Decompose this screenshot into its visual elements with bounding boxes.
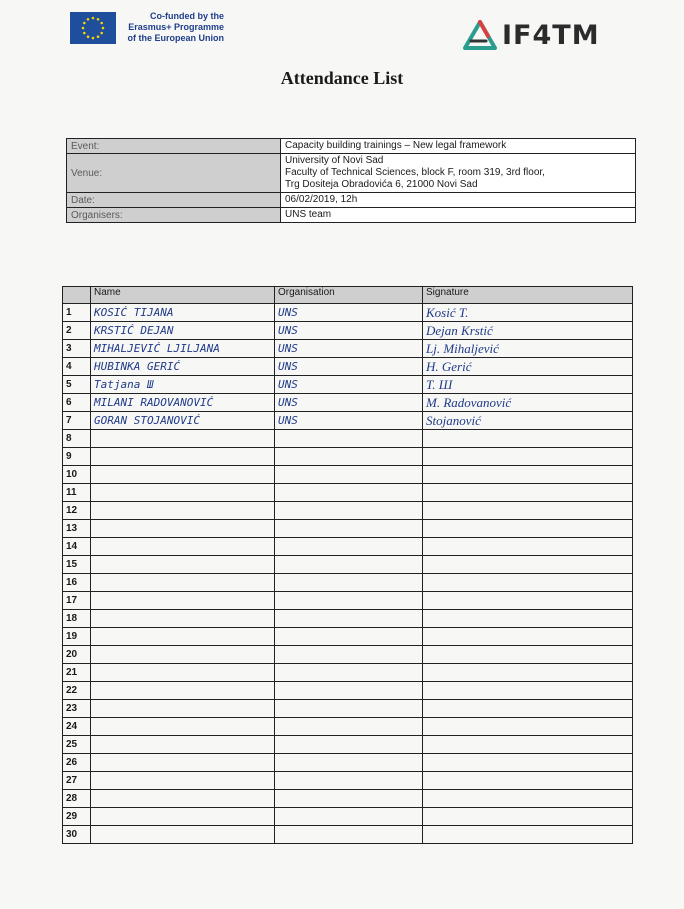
attendee-signature: M. Radovanović (423, 394, 633, 412)
table-row (63, 484, 633, 502)
row-number: 28 (63, 790, 91, 808)
attendee-organisation (275, 610, 423, 628)
row-number: 25 (63, 736, 91, 754)
row-number: 13 (63, 520, 91, 538)
attendee-organisation: UNS (275, 376, 423, 394)
attendee-name (91, 718, 275, 736)
attendee-signature (423, 700, 633, 718)
attendee-name: KRSTIĆ DEJAN (91, 322, 275, 340)
attendee-signature: Lj. Mihaljević (423, 340, 633, 358)
attendee-name (91, 682, 275, 700)
table-row (63, 520, 633, 538)
attendee-organisation (275, 628, 423, 646)
attendee-name (91, 772, 275, 790)
attendee-organisation (275, 556, 423, 574)
header-number (63, 287, 91, 304)
eu-text-line: of the European Union (127, 33, 224, 43)
row-number: 7 (63, 412, 91, 430)
header-name: Name (91, 287, 275, 304)
venue-label: Venue: (67, 154, 281, 193)
attendee-name (91, 430, 275, 448)
venue-value (281, 154, 636, 193)
eu-cofunded-text (120, 11, 224, 44)
attendee-name (91, 610, 275, 628)
attendee-signature (423, 484, 633, 502)
attendee-name: MILANI RADOVANOVIĆ (91, 394, 275, 412)
attendee-name: Tatjana Ш (91, 376, 275, 394)
attendee-name (91, 754, 275, 772)
table-row (63, 448, 633, 466)
attendee-organisation: UNS (275, 394, 423, 412)
table-row (63, 664, 633, 682)
attendee-signature: T. Ш (423, 376, 633, 394)
attendee-signature (423, 754, 633, 772)
attendee-organisation (275, 646, 423, 664)
table-row (63, 772, 633, 790)
attendee-signature (423, 574, 633, 592)
attendee-organisation (275, 574, 423, 592)
attendee-signature: H. Gerić (423, 358, 633, 376)
attendee-signature (423, 448, 633, 466)
table-row (63, 502, 633, 520)
table-row (63, 754, 633, 772)
attendee-signature (423, 502, 633, 520)
row-number: 3 (63, 340, 91, 358)
table-row (63, 358, 633, 376)
attendee-signature (423, 682, 633, 700)
attendee-organisation (275, 772, 423, 790)
attendee-name (91, 448, 275, 466)
attendee-signature: Stojanović (423, 412, 633, 430)
table-row (63, 376, 633, 394)
date-row (67, 193, 636, 208)
header-signature: Signature (423, 287, 633, 304)
attendee-organisation (275, 700, 423, 718)
attendee-name (91, 646, 275, 664)
table-row (63, 322, 633, 340)
attendee-name (91, 466, 275, 484)
organisers-row (67, 208, 636, 223)
table-row (63, 700, 633, 718)
date-value: 06/02/2019, 12h (281, 193, 636, 208)
row-number: 10 (63, 466, 91, 484)
table-row (63, 430, 633, 448)
row-number: 17 (63, 592, 91, 610)
row-number: 11 (63, 484, 91, 502)
attendee-name (91, 736, 275, 754)
attendee-name: MIHALJEVIĆ LJILJANA (91, 340, 275, 358)
table-row (63, 646, 633, 664)
table-row (63, 394, 633, 412)
venue-row (67, 154, 636, 193)
attendee-signature (423, 646, 633, 664)
table-row (63, 466, 633, 484)
row-number: 4 (63, 358, 91, 376)
table-row (63, 808, 633, 826)
attendee-organisation (275, 736, 423, 754)
attendee-name (91, 826, 275, 844)
attendee-signature (423, 538, 633, 556)
row-number: 30 (63, 826, 91, 844)
attendee-signature (423, 736, 633, 754)
row-number: 23 (63, 700, 91, 718)
row-number: 6 (63, 394, 91, 412)
attendee-organisation: UNS (275, 358, 423, 376)
row-number: 15 (63, 556, 91, 574)
row-number: 5 (63, 376, 91, 394)
attendee-organisation (275, 484, 423, 502)
attendee-name: GORAN STOJANOVIĆ (91, 412, 275, 430)
attendee-name (91, 664, 275, 682)
table-row (63, 538, 633, 556)
page-title: Attendance List (280, 68, 404, 88)
row-number: 21 (63, 664, 91, 682)
table-row (63, 340, 633, 358)
attendee-name (91, 538, 275, 556)
attendee-name: HUBINKA GERIĆ (91, 358, 275, 376)
row-number: 8 (63, 430, 91, 448)
venue-line: Trg Dositeja Obradovića 6, 21000 Novi Sad (285, 179, 478, 190)
venue-line: Faculty of Technical Sciences, block F, room 319, 3rd floor, (285, 167, 545, 178)
attendee-name (91, 592, 275, 610)
attendee-organisation (275, 718, 423, 736)
table-row (63, 790, 633, 808)
table-row (63, 628, 633, 646)
attendee-organisation (275, 808, 423, 826)
attendee-signature (423, 520, 633, 538)
attendee-organisation (275, 538, 423, 556)
eu-text-line: Co-funded by the (150, 11, 224, 21)
organisers-value: UNS team (281, 208, 636, 223)
table-row (63, 412, 633, 430)
row-number: 22 (63, 682, 91, 700)
attendee-name (91, 700, 275, 718)
attendee-organisation (275, 430, 423, 448)
attendee-organisation: UNS (275, 340, 423, 358)
attendee-organisation: UNS (275, 412, 423, 430)
attendee-name (91, 808, 275, 826)
row-number: 24 (63, 718, 91, 736)
row-number: 29 (63, 808, 91, 826)
attendee-name (91, 574, 275, 592)
attendee-organisation (275, 448, 423, 466)
row-number: 19 (63, 628, 91, 646)
eu-flag-logo (70, 12, 116, 44)
attendee-name (91, 502, 275, 520)
brand-name: IF4TM (502, 19, 600, 51)
event-info-table (66, 138, 636, 223)
row-number: 14 (63, 538, 91, 556)
attendee-name (91, 484, 275, 502)
attendee-organisation: UNS (275, 322, 423, 340)
eu-stars-icon (78, 13, 108, 43)
attendee-signature (423, 430, 633, 448)
table-row (63, 592, 633, 610)
attendance-header-row (63, 287, 633, 304)
row-number: 27 (63, 772, 91, 790)
attendance-table (62, 286, 633, 844)
row-number: 2 (63, 322, 91, 340)
attendee-signature (423, 466, 633, 484)
attendee-signature (423, 556, 633, 574)
attendee-organisation (275, 520, 423, 538)
row-number: 12 (63, 502, 91, 520)
attendance-body (63, 304, 633, 844)
date-label: Date: (67, 193, 281, 208)
table-row (63, 304, 633, 322)
attendee-signature: Dejan Krstić (423, 322, 633, 340)
attendee-organisation (275, 682, 423, 700)
if4tm-logo (462, 18, 600, 52)
attendee-organisation (275, 664, 423, 682)
attendee-signature (423, 808, 633, 826)
attendee-organisation (275, 592, 423, 610)
table-row (63, 610, 633, 628)
attendee-organisation (275, 826, 423, 844)
table-row (63, 826, 633, 844)
attendee-organisation (275, 466, 423, 484)
event-value: Capacity building trainings – New legal framework (281, 139, 636, 154)
event-row (67, 139, 636, 154)
attendee-name: KOSIĆ TIJANA (91, 304, 275, 322)
organisers-label: Organisers: (67, 208, 281, 223)
attendee-signature (423, 592, 633, 610)
attendee-signature (423, 664, 633, 682)
row-number: 18 (63, 610, 91, 628)
attendee-organisation (275, 790, 423, 808)
table-row (63, 556, 633, 574)
attendee-signature (423, 718, 633, 736)
attendee-signature: Kosić T. (423, 304, 633, 322)
attendee-name (91, 790, 275, 808)
attendee-signature (423, 826, 633, 844)
attendee-signature (423, 628, 633, 646)
row-number: 26 (63, 754, 91, 772)
attendee-name (91, 520, 275, 538)
attendee-signature (423, 772, 633, 790)
attendee-signature (423, 790, 633, 808)
table-row (63, 574, 633, 592)
attendee-name (91, 556, 275, 574)
eu-text-line: Erasmus+ Programme (128, 22, 224, 32)
row-number: 16 (63, 574, 91, 592)
table-row (63, 718, 633, 736)
row-number: 1 (63, 304, 91, 322)
attendee-name (91, 628, 275, 646)
table-row (63, 682, 633, 700)
venue-line: University of Novi Sad (285, 155, 384, 166)
attendee-organisation (275, 754, 423, 772)
row-number: 9 (63, 448, 91, 466)
attendee-organisation: UNS (275, 304, 423, 322)
attendee-organisation (275, 502, 423, 520)
header-organisation: Organisation (275, 287, 423, 304)
attendee-signature (423, 610, 633, 628)
event-label: Event: (67, 139, 281, 154)
triangle-logo-icon (462, 19, 498, 51)
row-number: 20 (63, 646, 91, 664)
table-row (63, 736, 633, 754)
